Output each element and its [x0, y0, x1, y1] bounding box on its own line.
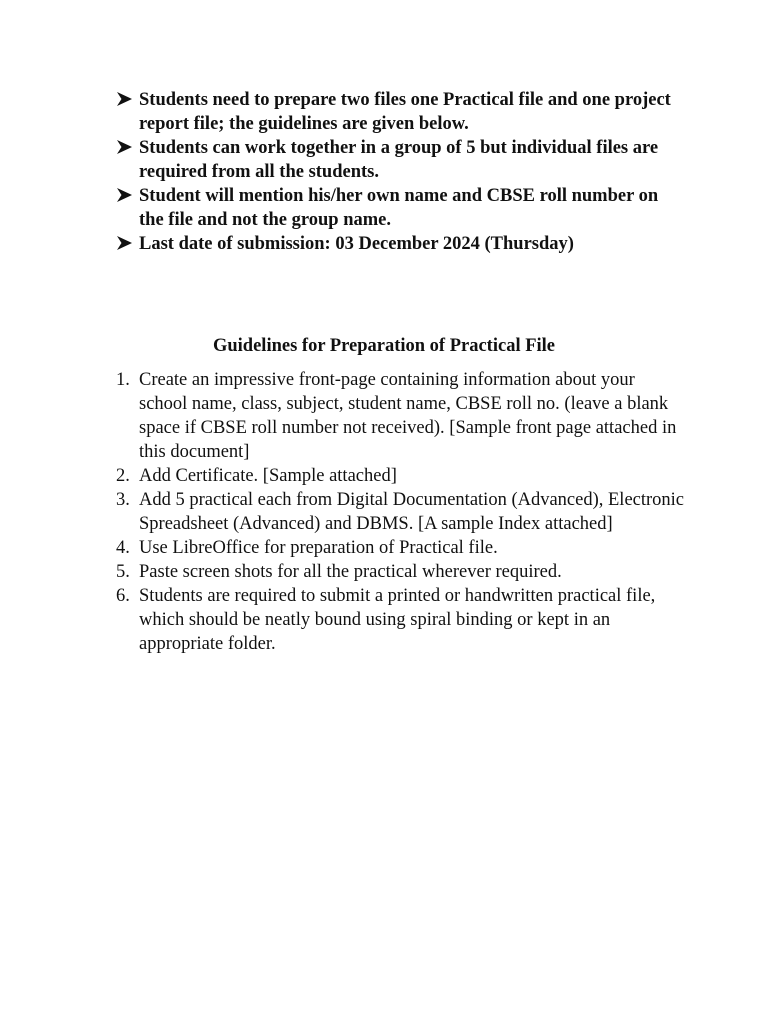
guideline-item [116, 464, 686, 488]
guideline-number: 2. [116, 466, 130, 486]
guideline-item [116, 536, 686, 560]
instruction-item [116, 232, 686, 256]
instruction-text: Last date of submission: 03 December 2024 (Thursday) [139, 234, 574, 254]
guideline-text: Paste screen shots for all the practical wherever required. [139, 562, 562, 582]
guideline-text: Add Certificate. [Sample attached] [139, 466, 397, 486]
guideline-item [116, 584, 686, 656]
instructions-list [116, 88, 686, 256]
instruction-item [116, 184, 686, 232]
guidelines-list [116, 368, 686, 656]
guideline-text: Use LibreOffice for preparation of Practical file. [139, 538, 498, 558]
guideline-number: 3. [116, 490, 130, 510]
arrow-bullet-icon [116, 235, 139, 251]
guideline-item [116, 368, 686, 464]
guideline-item [116, 488, 686, 536]
guideline-number: 5. [116, 562, 130, 582]
guidelines-heading: Guidelines for Preparation of Practical File [212, 336, 555, 356]
guideline-text: Create an impressive front-page containing information about your school name, class, subject, student name, CBSE roll no. (leave a blank space if CBSE roll number not received). [Sample front page attached in this document] [139, 370, 677, 462]
guideline-number: 6. [116, 586, 130, 606]
guideline-item [116, 560, 686, 584]
arrow-bullet-icon [116, 91, 139, 107]
instruction-text: Students need to prepare two files one Practical file and one project report file; the guidelines are given below. [139, 90, 671, 134]
instruction-text: Student will mention his/her own name and CBSE roll number on the file and not the group name. [139, 186, 659, 230]
instruction-text: Students can work together in a group of 5 but individual files are required from all the students. [139, 138, 659, 182]
guideline-number: 4. [116, 538, 130, 558]
arrow-bullet-icon [116, 139, 139, 155]
guideline-text: Students are required to submit a printed or handwritten practical file, which should be neatly bound using spiral binding or kept in an appropriate folder. [139, 586, 656, 654]
guideline-text: Add 5 practical each from Digital Documentation (Advanced), Electronic Spreadsheet (Advanced) and DBMS. [A sample Index attached] [139, 490, 685, 534]
instruction-item [116, 88, 686, 136]
instruction-item [116, 136, 686, 184]
arrow-bullet-icon [116, 187, 139, 203]
guideline-number: 1. [116, 370, 130, 390]
